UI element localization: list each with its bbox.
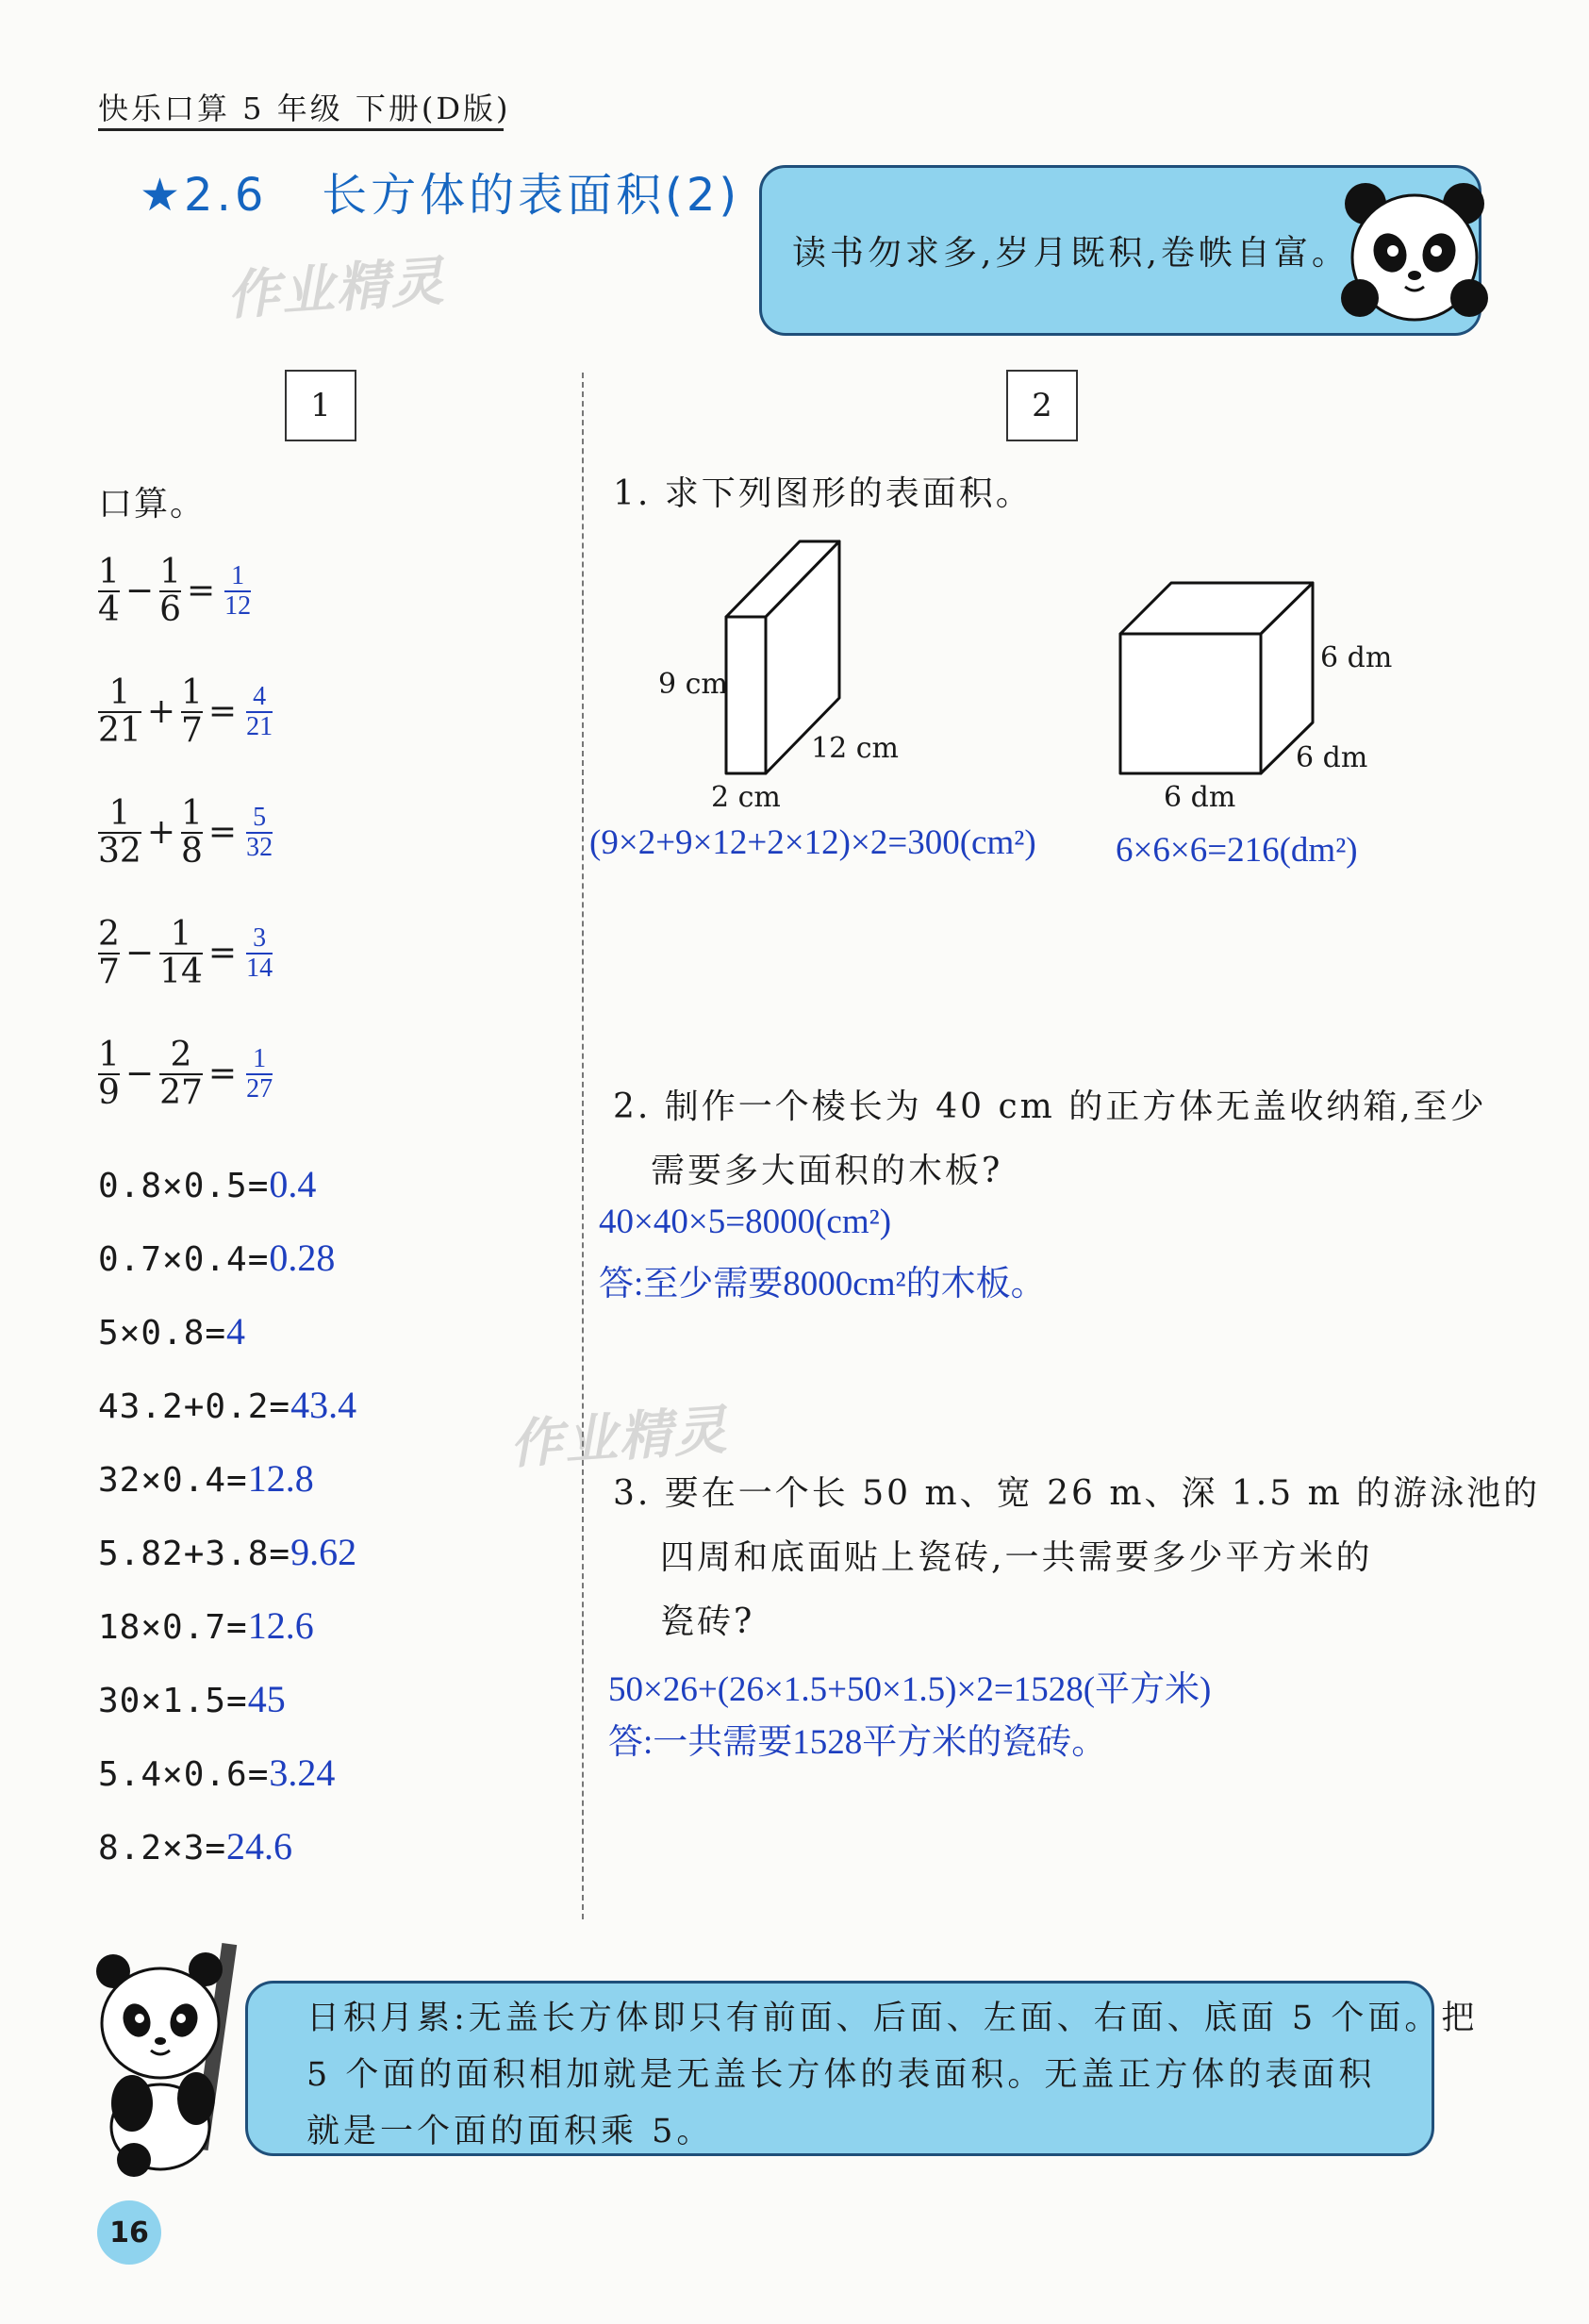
- page-number: 16: [97, 2200, 161, 2265]
- dim-depth: 6 dm: [1296, 741, 1368, 774]
- fraction-numerator: 1: [159, 553, 181, 591]
- calc-answer: 12.8: [247, 1457, 314, 1500]
- section-2-label: 2: [1006, 370, 1078, 441]
- fraction-denominator: 7: [98, 952, 120, 991]
- dim-length: 12 cm: [811, 732, 899, 765]
- calc-answer: 12.6: [247, 1604, 314, 1647]
- watermark: 作业精灵: [507, 1399, 731, 1477]
- fraction-answer: $\frac{5}{32}$: [246, 803, 273, 862]
- quote-text: 读书勿求多,岁月既积,卷帙自富。: [792, 234, 1349, 273]
- calc-problem: 32×0.4=12.8: [98, 1457, 314, 1500]
- fraction-numerator: 1: [98, 553, 120, 591]
- fraction-denominator: 27: [159, 1072, 203, 1112]
- question-3-line-3: 瓷砖?: [660, 1602, 755, 1641]
- fraction-denominator: 6: [159, 589, 181, 629]
- fraction-problem: [98, 796, 273, 870]
- question-3-line-2: 四周和底面贴上瓷砖,一共需要多少平方米的: [660, 1538, 1373, 1577]
- calc-problem: 0.8×0.5=0.4: [98, 1163, 317, 1205]
- answer-q2-formula: 40×40×5=8000(cm²): [599, 1203, 892, 1241]
- dim-height: 6 dm: [1320, 641, 1393, 674]
- calc-answer: 43.4: [290, 1384, 357, 1426]
- fraction-numerator: 1: [98, 1036, 120, 1074]
- calc-problem: 8.2×3=24.6: [98, 1825, 293, 1868]
- answer-q2-statement: 答:至少需要8000cm²的木板。: [599, 1265, 1046, 1303]
- panda-with-brush-icon: [94, 1934, 273, 2179]
- fraction-problem: [98, 1038, 273, 1111]
- calc-answer: 24.6: [226, 1825, 293, 1868]
- equals-sign: =: [207, 1054, 238, 1094]
- operator: −: [124, 1054, 155, 1094]
- fraction-denominator: 14: [159, 952, 203, 991]
- dim-width: 2 cm: [711, 781, 781, 814]
- lesson-title: [140, 158, 740, 224]
- tip-line-2: 5 个面的面积相加就是无盖长方体的表面积。无盖正方体的表面积: [306, 2056, 1376, 2094]
- equals-sign: =: [207, 692, 238, 732]
- equals-sign: =: [186, 572, 216, 611]
- answer-q3-formula: 50×26+(26×1.5+50×1.5)×2=1528(平方米): [608, 1670, 1212, 1709]
- fraction-answer: $\frac{4}{21}$: [246, 682, 273, 741]
- calc-problem: 18×0.7=12.6: [98, 1604, 314, 1647]
- panda-icon: [1339, 177, 1490, 328]
- column-divider: [582, 373, 584, 1919]
- calc-problem: 5.4×0.6=3.24: [98, 1751, 336, 1794]
- star-icon: ★: [140, 169, 185, 222]
- answer-q1-figure-2: 6×6×6=216(dm²): [1116, 831, 1358, 870]
- operator: −: [124, 572, 155, 611]
- fraction-numerator: 1: [180, 673, 203, 712]
- calc-problem: 43.2+0.2=43.4: [98, 1384, 357, 1426]
- calc-answer: 0.4: [269, 1163, 317, 1205]
- calc-problem: 0.7×0.4=0.28: [98, 1237, 336, 1279]
- watermark: 作业精灵: [224, 250, 448, 328]
- calc-problem: 30×1.5=45: [98, 1678, 286, 1720]
- book-series-title: 快乐口算 5 年级 下册(D版): [98, 91, 511, 126]
- question-3-line-1: 3. 要在一个长 50 m、宽 26 m、深 1.5 m 的游泳池的: [613, 1474, 1541, 1513]
- fraction-numerator: 1: [108, 794, 131, 833]
- calc-answer: 45: [247, 1678, 286, 1720]
- answer-q1-figure-1: (9×2+9×12+2×12)×2=300(cm²): [589, 823, 1036, 862]
- lesson-name: 长方体的表面积(2): [322, 169, 741, 222]
- dim-height: 9 cm: [658, 668, 728, 701]
- calc-answer: 0.28: [269, 1237, 336, 1279]
- operator: +: [146, 813, 175, 853]
- calc-answer: 3.24: [269, 1751, 336, 1794]
- lesson-number: 2.6: [184, 169, 268, 222]
- question-2-line-1: 2. 制作一个棱长为 40 cm 的正方体无盖收纳箱,至少: [613, 1087, 1487, 1126]
- fraction-numerator: 1: [108, 673, 131, 712]
- cube-figure: [1113, 575, 1325, 783]
- fraction-numerator: 2: [170, 1036, 192, 1074]
- calc-answer: 9.62: [290, 1531, 357, 1573]
- question-1: 1. 求下列图形的表面积。: [613, 474, 1033, 513]
- calc-problem: 5×0.8=4: [98, 1310, 246, 1353]
- operator: +: [146, 692, 175, 732]
- answer-q3-statement: 答:一共需要1528平方米的瓷砖。: [608, 1723, 1107, 1762]
- fraction-denominator: 8: [180, 831, 203, 871]
- fraction-numerator: 2: [98, 915, 120, 954]
- fraction-denominator: 32: [98, 831, 141, 871]
- fraction-denominator: 9: [98, 1072, 120, 1112]
- calc-answer: 4: [226, 1310, 246, 1353]
- section-1-label: 1: [285, 370, 356, 441]
- tip-line-3: 就是一个面的面积乘 5。: [306, 2113, 714, 2150]
- fraction-answer: $\frac{1}{27}$: [246, 1044, 273, 1104]
- equals-sign: =: [207, 934, 238, 973]
- equals-sign: =: [207, 813, 238, 853]
- fraction-denominator: 7: [180, 710, 203, 750]
- section-1-heading: 口算。: [98, 485, 207, 523]
- calc-problem: 5.82+3.8=9.62: [98, 1531, 357, 1573]
- fraction-denominator: 21: [98, 710, 141, 750]
- fraction-problem: [98, 675, 273, 749]
- fraction-answer: $\frac{3}{14}$: [246, 923, 273, 983]
- fraction-denominator: 4: [98, 589, 120, 629]
- fraction-numerator: 1: [180, 794, 203, 833]
- header-underline: [98, 128, 504, 131]
- question-2-line-2: 需要多大面积的木板?: [651, 1152, 1003, 1190]
- fraction-numerator: 1: [170, 915, 192, 954]
- fraction-problem: [98, 917, 273, 990]
- fraction-problem: [98, 555, 251, 628]
- dim-width: 6 dm: [1164, 781, 1236, 814]
- fraction-answer: $\frac{1}{12}$: [224, 561, 252, 621]
- tip-line-1: 日积月累:无盖长方体即只有前面、后面、左面、右面、底面 5 个面。把: [306, 2000, 1479, 2037]
- operator: −: [124, 934, 155, 973]
